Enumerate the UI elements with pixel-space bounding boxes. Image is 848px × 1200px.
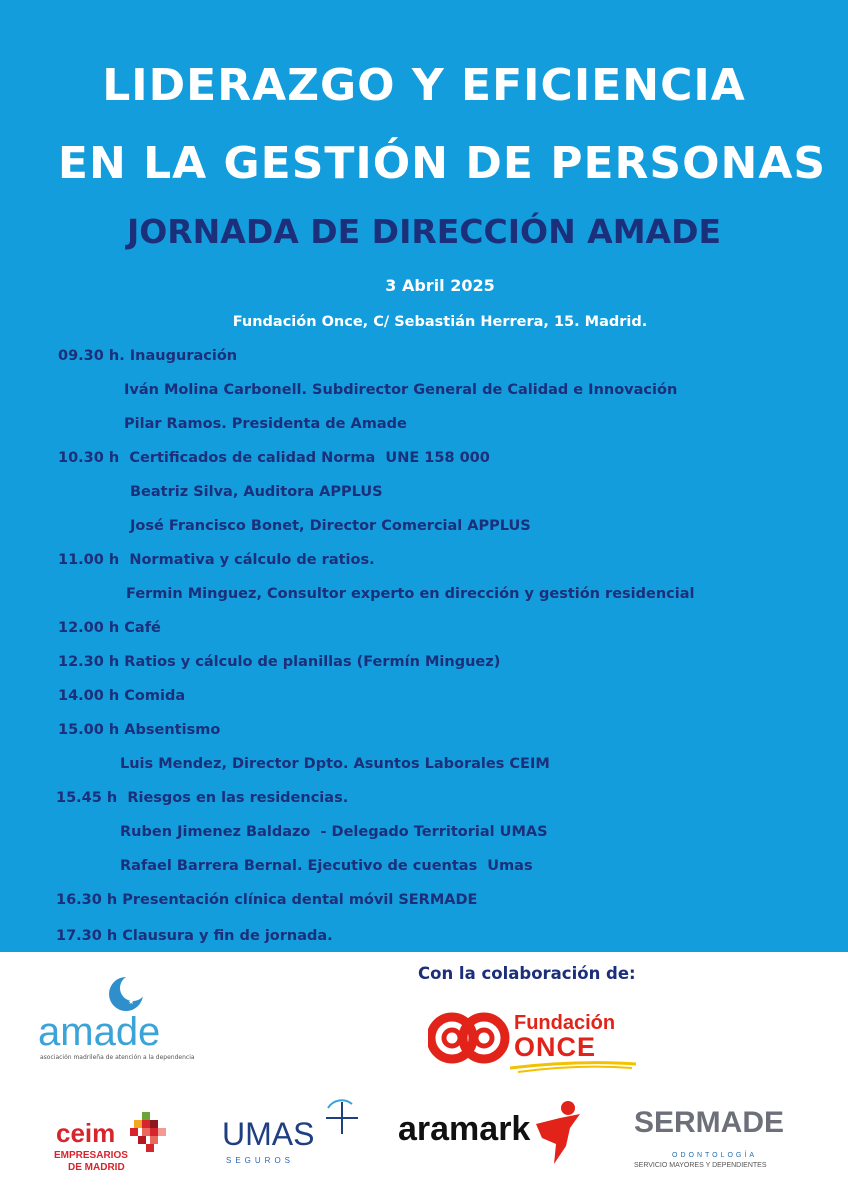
ceim-pixel-icon (130, 1112, 170, 1156)
schedule-item-cafe: 12.00 h Café (58, 620, 161, 636)
speaker-luis-mendez: Luis Mendez, Director Dpto. Asuntos Laborales CEIM (120, 756, 550, 772)
speaker-ivan-molina: Iván Molina Carbonell. Subdirector General de Calidad e Innovación (124, 382, 678, 398)
ceim-logo (40, 1110, 180, 1180)
svg-text:★: ★ (122, 987, 131, 997)
speaker-fermin-minguez: Fermin Minguez, Consultor experto en dirección y gestión residencial (126, 586, 695, 602)
once-swoosh-icon (508, 1058, 638, 1074)
schedule-item-ratios: 12.30 h Ratios y cálculo de planillas (Fermín Minguez) (58, 654, 501, 670)
umas-wordmark: UMAS (222, 1116, 315, 1152)
speaker-pilar-ramos: Pilar Ramos. Presidenta de Amade (124, 416, 407, 432)
sermade-subtitle-2: SERVICIO MAYORES Y DEPENDIENTES (634, 1162, 767, 1169)
svg-text:★: ★ (128, 998, 135, 1006)
amade-tagline: asociación madrileña de atención a la dependencia (40, 1054, 195, 1061)
aramark-logo (398, 1098, 588, 1168)
schedule-item-certificados: 10.30 h Certificados de calidad Norma UNE 158 000 (58, 450, 490, 466)
umas-logo (222, 1098, 372, 1168)
speaker-rafael-barrera: Rafael Barrera Bernal. Ejecutivo de cuentas Umas (120, 858, 533, 874)
speaker-beatriz-silva: Beatriz Silva, Auditora APPLUS (130, 484, 383, 500)
sermade-logo (630, 1102, 800, 1172)
schedule-item-riesgos: 15.45 h Riesgos en las residencias. (56, 790, 349, 806)
subtitle: JORNADA DE DIRECCIÓN AMADE (126, 212, 722, 251)
once-line-2: ONCE (514, 1032, 597, 1062)
aramark-wordmark: aramark (398, 1110, 531, 1148)
event-date: 3 Abril 2025 (385, 276, 495, 295)
sermade-wordmark: SERMADE (634, 1106, 785, 1139)
speaker-jose-francisco-bonet: José Francisco Bonet, Director Comercial APPLUS (130, 518, 531, 534)
ceim-line-2: DE MADRID (68, 1162, 125, 1173)
schedule-item-sermade: 16.30 h Presentación clínica dental móvil SERMADE (56, 892, 478, 908)
schedule-item-normativa: 11.00 h Normativa y cálculo de ratios. (58, 552, 375, 568)
once-rings-icon (428, 1010, 512, 1066)
event-venue: Fundación Once, C/ Sebastián Herrera, 15. Madrid. (232, 314, 648, 330)
once-line-1: Fundación (514, 1012, 616, 1034)
umas-plus-icon (322, 1098, 362, 1138)
collaboration-label: Con la colaboración de: (418, 964, 636, 983)
umas-subtitle: SEGUROS (226, 1156, 295, 1165)
speaker-ruben-jimenez: Ruben Jimenez Baldazo - Delegado Territorial UMAS (120, 824, 548, 840)
ceim-line-1: EMPRESARIOS (54, 1150, 128, 1161)
amade-wordmark: amade (38, 1010, 161, 1054)
schedule-item-absentismo: 15.00 h Absentismo (58, 722, 221, 738)
ceim-wordmark: ceim (56, 1118, 116, 1148)
sermade-subtitle-1: ODONTOLOGÍA (672, 1152, 757, 1159)
aramark-star-person-icon (526, 1098, 586, 1168)
schedule-item-clausura: 17.30 h Clausura y fin de jornada. (56, 928, 333, 944)
fundacion-once-logo (428, 1008, 638, 1074)
amade-moon-icon (106, 974, 146, 1014)
title-line-2: EN LA GESTIÓN DE PERSONAS (57, 138, 827, 189)
amade-logo (38, 974, 195, 1064)
title-line-1: LIDERAZGO Y EFICIENCIA (102, 60, 746, 111)
schedule-item-comida: 14.00 h Comida (58, 688, 186, 704)
schedule-item-inauguration: 09.30 h. Inauguración (58, 348, 238, 364)
